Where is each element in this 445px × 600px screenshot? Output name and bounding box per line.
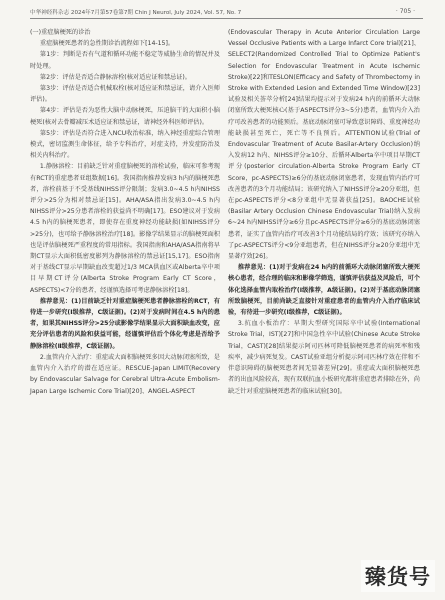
paragraph: 第1步：判断是否有气道和循环功能不稳定等威胁生命的情况并及时处理。 xyxy=(30,51,220,70)
paragraph: 第5步：评估是否符合进入NCU收治标准，纳入神经重症综合管理模式，密切监测生命体征，给予专科治疗，对症支持，并发症防治及相关内科治疗。 xyxy=(30,129,220,160)
page-number: · 705 · xyxy=(395,8,415,15)
journal-citation: 中华神经科杂志 2024年7月第57卷第7期 Chin J Neurol, July 2024, Vol. 57, No. 7 xyxy=(30,10,242,16)
paragraph: 推荐意见：(1)目前缺乏针对重症脑梗死患者静脉溶栓的RCT，有待进一步研究(Ⅰ级推荐，C级证据)。(2)对于发病时间在4.5 h内的患者，如果其NIHSS评分>25分或影像学结果显示大面积缺血改变，应充分评估患者的风险和获益可能，经谨慎评估后个体化考虑是否给予静脉溶栓(Ⅱ级推荐，C级证据)。 xyxy=(30,297,220,350)
paragraph: 推荐意见：(1)对于发病在24 h内的前循环大动脉闭塞所致大梗死核心患者，经合理的临床和影像学筛选，谨慎评估获益及风险后，可个体化选择血管内取栓治疗(Ⅰ级推荐，A级证据)。(2)对于基底动脉闭塞所致脑梗死，目前尚缺乏直接针对重症患者的血管内介入治疗临床试验，有待进一步研究(Ⅰ级推荐，C级证据)。 xyxy=(228,264,420,317)
paragraph: (Endovascular Therapy in Acute Anterior Circulation Large Vessel Occlusive Patients with a Large Infarct Core trial)[21]、SELECT2(Randomized Controlled Trial to Optimize Patient's Selection for Endovascular Treatment in Acute Ischemic Stroke)[22]和TESLON(Efficacy and Safety of Thrombectomy in Stroke with Extended Lesion and Extended Time Window)[23]试验及相关荟萃分析[24]结果均提示对于发病24 h内的前循环大动脉闭塞所致大梗死核心(基于ASPECTS评分3~5分)患者，血管内介入治疗可改善患者的功能预后。基底动脉闭塞可导致意识障碍、重度神经功能缺损甚至死亡，死亡等不良预后。ATTENTION试验(Trial of Endovascular Treatment of Acute Basilar-Artery Occlusion)纳入发病12 h内、NIHSS评分≥10分、后循环Alberta卒中项目早期CT评分(posterior circulation-Alberta Stroke Program Early CT Score，pc-ASPECTS)≥6分的基底动脉闭塞患者，发现血管内治疗可改善患者的3个月功能结局；该研究纳入了NIHSS评分≥20分亚组，但在pc-ASPECTS评分<8分亚组中无显著获益[25]。BAOCHE试验(Basilar Artery Occlusion Chinese Endovascular Trial)纳入发病6~24 h内NIHSS评分≥6分且pc-ASPECTS评分≥6分的基底动脉闭塞患者，证实了血管内治疗可改善3个月功能结局的疗效；该研究亦纳入了pc-ASPECTS评分<9分亚组患者，但在NIHSS评分≥20分亚组中无显著疗效[26]。 xyxy=(228,29,420,261)
right-column xyxy=(228,27,420,397)
paragraph: 第3步：评估是否适合机械取栓(核对适应证和禁忌证，请介入医师评估)。 xyxy=(30,85,220,104)
paragraph: 第4步：评估是否为恶性大脑中动脉梗死，压迫脑干的大面积小脑梗死(核对去骨瓣减压术适应证和禁忌证，请神经外科医师评估)。 xyxy=(30,107,220,126)
paragraph: 重症脑梗死患者的急性期诊治流程如下[14-15]。 xyxy=(39,40,175,48)
paragraph: (一)重症脑梗死的诊治 xyxy=(30,29,91,36)
paragraph: 1.静脉溶栓：目前缺乏针对重症脑梗死的溶栓试验，临床可参考现有RCT的重症患者亚组数据[16]。我国指南推荐发病3 h内的脑梗死患者，溶栓前基于不受基线NIHSS评分限制；发病3.0~4.5 h内NIHSS评分>25分为相对禁忌证[15]。AHA/ASA指出发病3.0~4.5 h内NIHSS评分>25分患者溶栓的获益尚不明确[17]。ESO建议对于发病4.5 h内的脑梗死患者，即使存在重度神经功能缺损(如NIHSS评分>25分)，也可给予静脉溶栓治疗[18]。影像学结果显示的脑梗死面积也是评估脑梗死严重程度的常用指标。我国指南和AHA/ASA指南将早期CT显示大面积低密度影列为静脉溶栓的禁忌证[15,17]。ESO指南对于基线CT显示早期缺血改变超过1/3 MCA供血区或Alberta卒中项目早期CT评分(Alberta Stroke Program Early CT Score，ASPECTS)<7分的患者，经谨慎选择可考虑静脉溶栓[18]。 xyxy=(30,163,220,294)
paragraph: 2.血管内介入治疗：重症或大面积脑梗死多因大动脉闭塞所致，是血管内介入治疗的潜在适应证。RESCUE-Japan LIMIT(Recovery by Endovascular Salvage for Cerebral Ultra-Acute Embolism-Japan Large Ischemic Core Trial)[20]、ANGEL-ASPECT xyxy=(30,353,220,395)
watermark-logo: 臻货号 xyxy=(361,560,435,592)
page-header xyxy=(0,0,445,28)
header-rule xyxy=(30,18,423,19)
paragraph: 3.抗血小板治疗：早期大型研究国际卒中试验(International Stroke Trial，IST)[27]和中国急性卒中试验(Chinese Acute Stroke Trial，CAST)[28]结果提示阿司匹林可降低脑梗死患者的病死率和残疾率，减少病死复发。CAST试验亚组分析提示阿司匹林疗效在伴和不伴意识障碍的脑梗死患者间无显著差异[29]。重症或大面积脑梗死患者的出血风险较高，现有双联抗血小板研究都将重症患者排除在外，尚缺乏针对重症脑梗死患者的临床试验[30]。 xyxy=(228,320,420,395)
paragraph: 第2步：评估是否适合静脉溶栓(核对适应证和禁忌证)。 xyxy=(39,73,191,81)
left-column xyxy=(30,27,220,397)
